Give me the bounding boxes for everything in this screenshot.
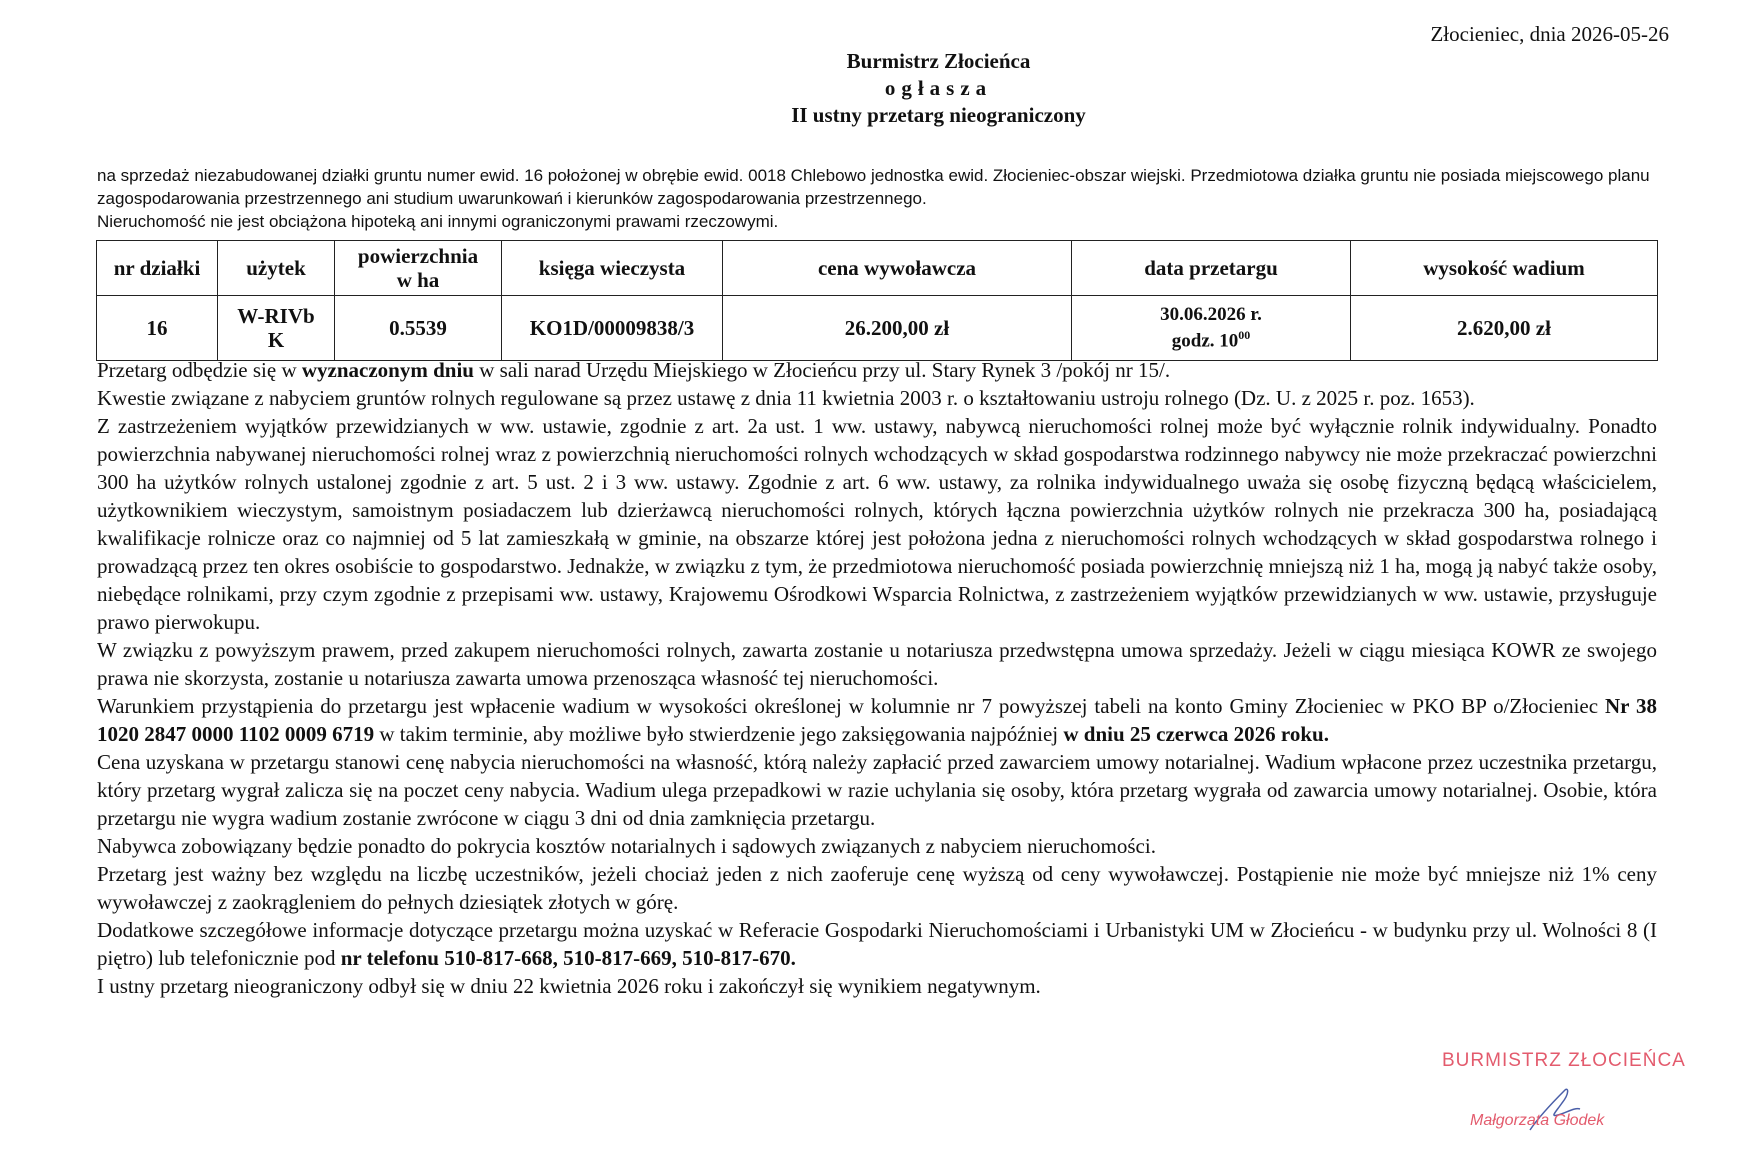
- paragraph-contact: [97, 916, 1657, 972]
- cell-date-line-1: 30.06.2026 r.: [1160, 304, 1262, 326]
- text-span: Warunkiem przystąpienia do przetargu jest wpłacenie wadium w wysokości określonej w kolumnie nr 7 powyższej tabeli na konto Gminy Złocieniec w PKO BP o/Złocieniec: [97, 694, 1605, 718]
- cell-use-line-2: K: [267, 328, 285, 352]
- announces-label: ogłasza: [884, 76, 993, 100]
- intro-text: [97, 164, 1657, 233]
- col-area: [335, 241, 502, 296]
- cell-deposit: 2.620,00 zł: [1351, 296, 1658, 361]
- paragraph-legal-basis: Kwestie związane z nabyciem gruntów rolnych regulowane są przez ustawę z dnia 11 kwietnia 2003 r. o kształtowaniu ustroju rolnego (Dz. U. z 2025 r. poz. 1653).: [97, 386, 1475, 410]
- paragraph-price: Cena uzyskana w przetargu stanowi cenę nabycia nieruchomości na własność, którą należy zapłacić przed zawarciem umowy notarialnej. Wadium wpłacone przez uczestnika przetargu, który przetarg wygrał zalicza się na poczet ceny nabycia. Wadium ulega przepadkowi w razie uchylania się osoby, która przetarg wygrała od zawarcia umowy notarialnej. Osobie, która przetargu nie wygra wadium zostanie zwrócone w ciągu 3 dni od dnia zamknięcia przetargu.: [97, 750, 1657, 830]
- text-span: w sali narad Urzędu Miejskiego w Złocieńcu przy ul. Stary Rynek 3 /pokój nr 15/.: [473, 358, 1171, 382]
- cell-area: 0.5539: [335, 296, 502, 361]
- cell-date-time: godz. 10: [1171, 330, 1239, 352]
- paragraph-preliminary-agreement: W związku z powyższym prawem, przed zakupem nieruchomości rolnych, zawarta zostanie u notariusza przedwstępna umowa sprzedaży. Jeżeli w ciągu miesiąca KOWR ze swojego prawa nie skorzysta, zostanie u notariusza zawarta umowa przenosząca własność tej nieruchomości.: [97, 638, 1657, 690]
- paragraph-deposit: [97, 692, 1657, 748]
- col-starting-price: cena wywoławcza: [723, 241, 1072, 296]
- authority-name: Burmistrz Złocieńca: [846, 49, 1031, 73]
- intro-line-2: Nieruchomość nie jest obciążona hipoteką ani innymi ograniczonymi prawami rzeczowymi.: [97, 212, 779, 231]
- col-use: użytek: [218, 241, 335, 296]
- text-bold: wyznaczonym dniu: [301, 358, 474, 382]
- document-title: II ustny przetarg nieograniczony: [791, 103, 1086, 127]
- stamp-signatory: Małgorzata Głodek: [1470, 1112, 1605, 1129]
- cell-date-line-2: [1076, 325, 1346, 351]
- col-auction-date: data przetargu: [1072, 241, 1351, 296]
- col-land-register: księga wieczysta: [502, 241, 723, 296]
- paragraph-validity: Przetarg jest ważny bez względu na liczbę uczestników, jeżeli chociaż jeden z nich zaoferuje cenę wyższą od ceny wywoławczej. Postąpienie nie może być mniejsze niż 1% ceny wywoławczej z zaokrągleniem do pełnych dziesiątek złotych w górę.: [97, 862, 1657, 914]
- intro-line-1: na sprzedaż niezabudowanej działki gruntu numer ewid. 16 położonej w obrębie ewid. 0018 Chlebowo jednostka ewid. Złocieniec-obszar wiejski. Przedmiotowa działka gruntu nie posiada miejscowego planu zagospodarowania przestrzennego ani studium uwarunkowań i kierunków zagospodarowania przestrzennego.: [97, 166, 1650, 208]
- phone-numbers: nr telefonu 510-817-668, 510-817-669, 510-817-670.: [340, 946, 796, 970]
- plot-table: [96, 240, 1658, 361]
- col-deposit: wysokość wadium: [1351, 241, 1658, 296]
- table-row: [97, 296, 1658, 361]
- document-header: [0, 48, 1747, 129]
- stamp-title: BURMISTRZ ZŁOCIEŃCA: [1442, 1050, 1686, 1071]
- cell-auction-date: [1072, 296, 1351, 361]
- col-area-line-1: powierzchnia: [357, 244, 479, 268]
- cell-plot-no: 16: [97, 296, 218, 361]
- announcement-body: [97, 356, 1657, 1000]
- text-span: Dodatkowe szczegółowe informacje dotyczące przetargu można uzyskać w Referacie Gospodarki Nieruchomościami i Urbanistyki UM w Złocieńcu - w budynku przy ul. Wolności 8 (I piętro) lub telefonicznie pod: [97, 918, 1657, 970]
- cell-land-register: KO1D/00009838/3: [502, 296, 723, 361]
- cell-use-line-1: W-RIVb: [237, 304, 315, 328]
- paragraph-first-auction: I ustny przetarg nieograniczony odbył się w dniu 22 kwietnia 2026 roku i zakończył się wynikiem negatywnym.: [97, 974, 1041, 998]
- paragraph-venue: [97, 356, 1657, 384]
- paragraph-buyer-conditions: Z zastrzeżeniem wyjątków przewidzianych w ww. ustawie, zgodnie z art. 2a ust. 1 ww. ustawy, nabywcą nieruchomości rolnej może być wyłącznie rolnik indywidualny. Ponadto powierzchnia nabywanej nieruchomości rolnej wraz z powierzchnią nieruchomości rolnych wchodzących w skład gospodarstwa rodzinnego nabywcy nie może przekraczać powierzchni 300 ha użytków rolnych ustalonej zgodnie z art. 5 ust. 2 i 3 ww. ustawy. Zgodnie z art. 6 ww. ustawy, za rolnika indywidualnego uważa się osobę fizyczną będącą właścicielem, użytkownikiem wieczystym, samoistnym posiadaczem lub dzierżawcą nieruchomości rolnych, których łączna powierzchnia użytków rolnych nie przekracza 300 ha, posiadającą kwalifikacje rolnicze oraz co najmniej od 5 lat zamieszkałą w gminie, na obszarze której jest położona jedna z nieruchomości rolnych wchodzących w skład gospodarstwa rolnego i prowadzącą przez ten okres osobiście to gospodarstwo. Jednakże, w związku z tym, że przedmiotowa nieruchomość posiada powierzchnię mniejszą niż 1 ha, mogą ją nabyć także osoby, niebędące rolnikami, przy czym zgodnie z przepisami ww. ustawy, Krajowemu Ośrodkowi Wsparcia Rolnictwa, z zastrzeżeniem wyjątków przewidzianych w ww. ustawie, przysługuje prawo pierwokupu.: [97, 414, 1657, 634]
- text-span: Przetarg odbędzie się w: [97, 358, 302, 382]
- paragraph-costs: Nabywca zobowiązany będzie ponadto do pokrycia kosztów notarialnych i sądowych związanych z nabyciem nieruchomości.: [97, 834, 1156, 858]
- table-header-row: [97, 241, 1658, 296]
- document-date: Złocieniec, dnia 2026-05-26: [1430, 22, 1669, 46]
- cell-use: [218, 296, 335, 361]
- cell-date-minutes: 00: [1238, 328, 1251, 343]
- col-area-line-2: w ha: [396, 268, 440, 292]
- deposit-deadline: w dniu 25 czerwca 2026 roku.: [1063, 722, 1329, 746]
- text-span: w takim terminie, aby możliwe było stwierdzenie jego zaksięgowania najpóźniej: [374, 722, 1064, 746]
- bank-account-number: Nr 38 1020 2847 0000 1102 0009 6719: [97, 694, 1657, 746]
- col-plot-no: nr działki: [97, 241, 218, 296]
- cell-starting-price: 26.200,00 zł: [723, 296, 1072, 361]
